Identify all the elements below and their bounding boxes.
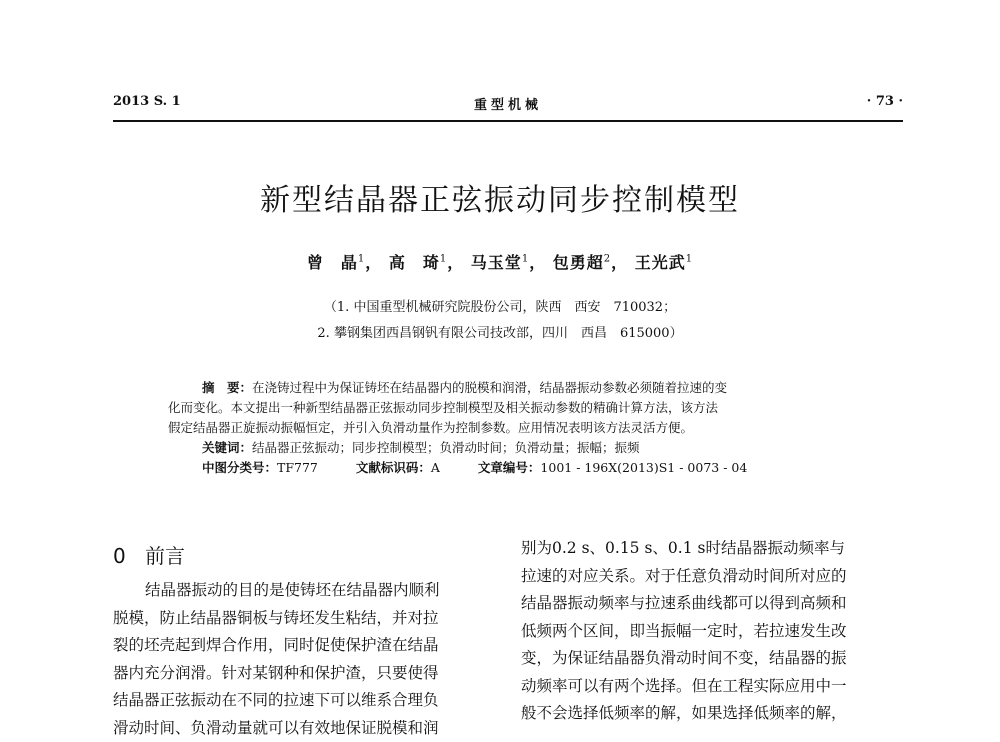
author-separator: ， bbox=[529, 253, 546, 272]
author-separator: ， bbox=[611, 253, 628, 272]
author: 包勇超 bbox=[553, 253, 604, 272]
affiliation-2: 2. 攀钢集团西昌钢钒有限公司技改部，四川 西昌 615000） bbox=[0, 322, 1000, 341]
author-separator: ， bbox=[447, 253, 464, 272]
clc-label: 中图分类号： bbox=[202, 460, 277, 475]
text-line: 变，为保证结晶器负滑动时间不变，结晶器的振 bbox=[521, 645, 903, 673]
author: 王光武 bbox=[635, 253, 686, 272]
author-affiliation-mark: 1 bbox=[440, 254, 447, 265]
text-line: 脱模，防止结晶器铜板与铸坯发生粘结，并对拉 bbox=[113, 605, 499, 633]
doc-code-label: 文献标识码： bbox=[356, 460, 431, 475]
author: 马玉堂 bbox=[471, 253, 522, 272]
author: 高 琦 bbox=[389, 253, 440, 272]
text-line: 结晶器振动的目的是使铸坯在结晶器内顺利 bbox=[113, 577, 499, 605]
text-line: 般不会选择低频率的解，如果选择低频率的解， bbox=[521, 700, 903, 728]
keywords-line bbox=[168, 438, 858, 458]
journal-issue: 2013 S. 1 bbox=[113, 94, 181, 109]
abstract-label: 摘 要： bbox=[202, 380, 252, 395]
left-column bbox=[113, 540, 499, 742]
text-line: 动频率可以有两个选择。但在工程实际应用中一 bbox=[521, 673, 903, 701]
text-line: 别为0.2 s、0.15 s、0.1 s时结晶器振动频率与 bbox=[521, 535, 903, 563]
abstract-text: 在浇铸过程中为保证铸坯在结晶器内的脱模和润滑，结晶器振动参数必须随着拉速的变 bbox=[252, 380, 727, 395]
clc-value: TF777 bbox=[277, 460, 318, 475]
journal-name: 重型机械 bbox=[113, 94, 903, 113]
author: 曾 晶 bbox=[307, 253, 358, 272]
author-affiliation-mark: 1 bbox=[522, 254, 529, 265]
text-line: 器内充分润滑。针对某钢种和保护渣，只要使得 bbox=[113, 660, 499, 688]
text-line: 结晶器振动频率与拉速系曲线都可以得到高频和 bbox=[521, 590, 903, 618]
abstract-line: 化而变化。本文提出一种新型结晶器正弦振动同步控制模型及相关振动参数的精确计算方法，该方法 bbox=[168, 398, 858, 418]
abstract-line bbox=[168, 378, 858, 398]
affiliation-1: （1. 中国重型机械研究院股份公司，陕西 西安 710032； bbox=[0, 296, 1000, 315]
keywords-value: 结晶器正弦振动；同步控制模型；负滑动时间；负滑动量；振幅；振频 bbox=[252, 440, 640, 455]
right-body-text bbox=[521, 535, 903, 728]
abstract-line: 假定结晶器正旋振动振幅恒定，并引入负滑动量作为控制参数。应用情况表明该方法灵活方便。 bbox=[168, 418, 858, 438]
article-number-value: 1001 - 196X(2013)S1 - 0073 - 04 bbox=[540, 460, 747, 475]
left-body-text bbox=[113, 577, 499, 742]
doc-code-value: A bbox=[431, 460, 440, 475]
section-number: 0 bbox=[113, 544, 145, 568]
author-affiliation-mark: 2 bbox=[604, 254, 611, 265]
text-line: 低频两个区间，即当振幅一定时，若拉速发生改 bbox=[521, 618, 903, 646]
section-heading bbox=[113, 540, 499, 569]
keywords-label: 关键词： bbox=[202, 440, 252, 455]
section-title: 前言 bbox=[145, 544, 185, 568]
article-number-label: 文章编号： bbox=[478, 460, 541, 475]
author-affiliation-mark: 1 bbox=[686, 254, 693, 265]
text-line: 结晶器正弦振动在不同的拉速下可以维系合理负 bbox=[113, 687, 499, 715]
text-line: 滑动时间、负滑动量就可以有效地保证脱模和润 bbox=[113, 715, 499, 742]
right-column bbox=[521, 535, 903, 728]
page-number: · 73 · bbox=[867, 94, 903, 109]
running-header bbox=[113, 94, 903, 118]
author-affiliation-mark: 1 bbox=[358, 254, 365, 265]
paper-title: 新型结晶器正弦振动同步控制模型 bbox=[0, 175, 1000, 219]
classification-line bbox=[168, 458, 858, 478]
author-separator: ， bbox=[365, 253, 382, 272]
header-rule bbox=[113, 120, 903, 122]
author-list bbox=[0, 250, 1000, 273]
abstract-block bbox=[168, 378, 858, 478]
text-line: 拉速的对应关系。对于任意负滑动时间所对应的 bbox=[521, 563, 903, 591]
text-line: 裂的坯壳起到焊合作用，同时促使保护渣在结晶 bbox=[113, 632, 499, 660]
